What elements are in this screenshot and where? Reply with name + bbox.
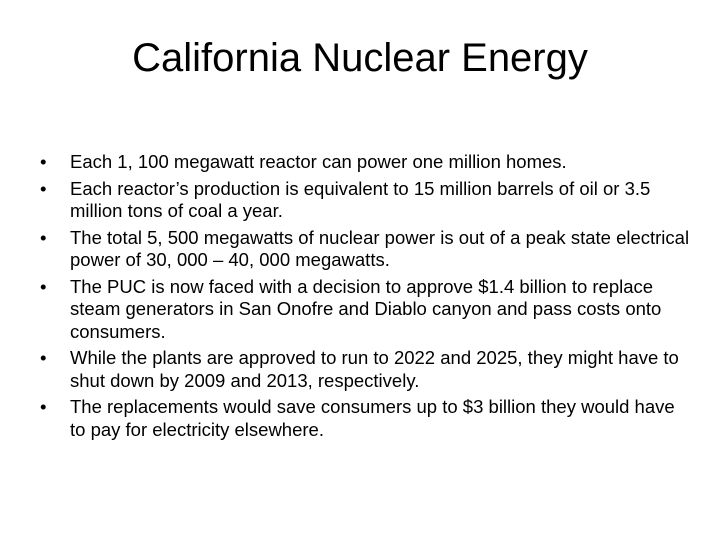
slide-title: California Nuclear Energy — [132, 36, 588, 80]
bullet-item-5 — [40, 347, 690, 392]
bullet-text-5: While the plants are approved to run to 2022 and 2025, they might have to shut down by 2009 and 2013, respectively. — [70, 347, 679, 391]
bullet-list — [40, 151, 690, 445]
bullet-dot-icon: • — [40, 275, 47, 297]
bullet-item-3 — [40, 227, 690, 272]
bullet-dot-icon: • — [40, 177, 47, 199]
bullet-dot-icon: • — [40, 151, 47, 172]
bullet-text-6: The replacements would save consumers up to $3 billion they would have to pay for electricity elsewhere. — [70, 396, 675, 440]
bullet-dot-icon: • — [40, 347, 47, 368]
bullet-text-2: Each reactor’s production is equivalent to 15 million barrels of oil or 3.5 million tons of coal a year. — [70, 177, 651, 221]
bullet-text-3: The total 5, 500 megawatts of nuclear power is out of a peak state electrical power of 30, 000 – 40, 000 megawatts. — [70, 226, 690, 270]
bullet-item-1 — [40, 151, 690, 174]
bullet-item-4 — [40, 276, 690, 344]
bullet-text-1: Each 1, 100 megawatt reactor can power one million homes. — [70, 151, 567, 172]
bullet-dot-icon: • — [40, 226, 47, 248]
bullet-text-4: The PUC is now faced with a decision to approve $1.4 billion to replace steam generators in San Onofre and Diablo canyon and pass costs onto consumers. — [70, 275, 662, 342]
bullet-dot-icon: • — [40, 396, 47, 417]
bullet-item-2 — [40, 178, 690, 223]
bullet-item-6 — [40, 396, 690, 441]
